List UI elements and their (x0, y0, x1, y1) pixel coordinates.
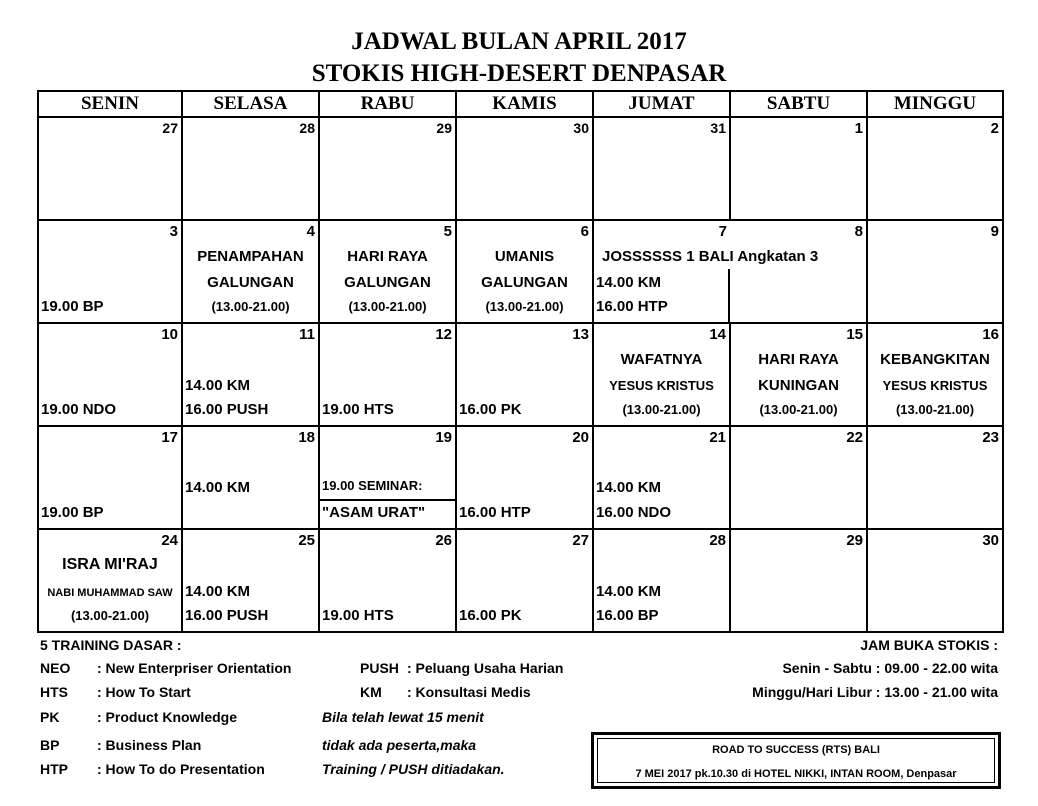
day-cell[interactable] (456, 426, 593, 529)
day-cell[interactable] (319, 220, 456, 323)
event-text: 16.00 PUSH (185, 401, 269, 418)
date-number: 31 (710, 120, 726, 136)
date-number: 3 (169, 223, 178, 240)
date-number: 27 (572, 532, 589, 549)
event-text: 19.00 SEMINAR: (322, 478, 423, 493)
day-cell[interactable] (182, 323, 319, 426)
event-text: (13.00-21.00) (895, 402, 975, 417)
legend-note: tidak ada peserta,maka (322, 737, 477, 753)
legend-abbr: HTP (40, 761, 68, 777)
legend-abbr: KM (360, 684, 382, 700)
date-number: 6 (580, 223, 589, 240)
cell-divider (320, 499, 455, 501)
date-number: 30 (573, 120, 589, 136)
event-text: HARI RAYA (347, 248, 428, 265)
legend-desc: : Business Plan (97, 737, 202, 753)
event-text: YESUS KRISTUS (882, 378, 988, 393)
event-text: 16.00 PK (459, 401, 522, 418)
date-number: 13 (572, 326, 589, 343)
event-text: 16.00 HTP (459, 504, 531, 521)
event-text: KUNINGAN (758, 377, 839, 394)
day-cell[interactable] (730, 323, 867, 426)
day-cell[interactable] (38, 117, 182, 220)
date-number: 30 (982, 532, 999, 549)
day-cell[interactable] (319, 323, 456, 426)
date-number: 1 (854, 120, 863, 137)
day-cell[interactable] (867, 529, 1003, 632)
event-text: 14.00 KM (185, 479, 251, 496)
event-text: JOSSSSSS 1 BALI Angkatan 3 (602, 248, 819, 265)
day-header-senin: SENIN (38, 91, 182, 117)
event-text: 14.00 KM (596, 479, 662, 496)
day-cell[interactable] (38, 323, 182, 426)
date-number: 19 (435, 429, 452, 446)
event-text: 19.00 HTS (322, 607, 394, 624)
event-text: GALUNGAN (481, 274, 568, 291)
day-cell[interactable] (593, 117, 730, 220)
day-cell[interactable] (593, 323, 730, 426)
date-number: 23 (982, 429, 999, 446)
date-number: 24 (161, 532, 178, 549)
legend-note: Bila telah lewat 15 menit (322, 709, 484, 725)
event-text: HARI RAYA (758, 351, 839, 368)
date-number: 18 (298, 429, 315, 446)
event-text: (13.00-21.00) (759, 402, 838, 417)
day-cell[interactable] (38, 220, 182, 323)
day-cell[interactable] (730, 529, 867, 632)
legend-desc: : How To Start (97, 684, 191, 700)
event-text: 16.00 HTP (596, 298, 668, 315)
day-header-kamis: KAMIS (456, 91, 593, 117)
day-cell[interactable] (182, 117, 319, 220)
date-number: 29 (846, 532, 863, 549)
week-row (38, 529, 1003, 632)
rts-details: 7 MEI 2017 pk.10.30 di HOTEL NIKKI, INTAN ROOM, Denpasar (635, 768, 957, 780)
event-text: (13.00-21.00) (348, 299, 427, 314)
date-number: 14 (709, 326, 726, 343)
date-number: 2 (990, 120, 999, 137)
legend-desc: : Peluang Usaha Harian (407, 660, 564, 676)
day-cell[interactable] (456, 323, 593, 426)
legend-abbr: HTS (40, 684, 68, 700)
event-text: UMANIS (494, 248, 555, 265)
event-text: "ASAM URAT" (322, 504, 426, 521)
event-text: 14.00 KM (185, 583, 251, 600)
event-text: 14.00 KM (596, 583, 662, 600)
event-text: GALUNGAN (344, 274, 431, 291)
event-text: 19.00 BP (41, 298, 104, 315)
day-cell[interactable] (456, 117, 593, 220)
day-cell[interactable] (456, 220, 593, 323)
date-number: 20 (572, 429, 589, 446)
day-cell[interactable] (319, 117, 456, 220)
day-cell[interactable] (867, 426, 1003, 529)
date-number: 11 (299, 326, 315, 343)
day-cell[interactable] (319, 529, 456, 632)
rts-inner-frame (597, 738, 995, 783)
day-cell[interactable] (730, 117, 867, 220)
day-cell[interactable] (867, 117, 1003, 220)
day-cell[interactable] (38, 529, 182, 632)
date-number: 5 (443, 223, 452, 240)
date-number: 12 (435, 326, 452, 343)
event-text: 16.00 NDO (596, 504, 672, 521)
rts-event-box (591, 732, 1001, 789)
day-cell[interactable] (182, 426, 319, 529)
event-text: 16.00 PUSH (185, 607, 269, 624)
day-cell[interactable] (593, 426, 730, 529)
date-number: 10 (161, 326, 178, 343)
hours-weekday: Senin - Sabtu : 09.00 - 22.00 wita (782, 660, 998, 676)
day-header-jumat: JUMAT (593, 91, 730, 117)
legend-desc: : How To do Presentation (97, 761, 265, 777)
day-cell[interactable] (867, 220, 1003, 323)
day-header-selasa: SELASA (182, 91, 319, 117)
calendar-title: JADWAL BULAN APRIL 2017 (351, 28, 687, 55)
date-number: 17 (161, 429, 178, 446)
week-row (38, 117, 1003, 220)
date-number: 28 (299, 120, 315, 136)
legend-heading: 5 TRAINING DASAR : (40, 637, 182, 653)
date-number: 16 (982, 326, 999, 343)
day-cell[interactable] (730, 220, 867, 323)
date-number: 26 (435, 532, 452, 549)
event-text: 16.00 PK (459, 607, 522, 624)
event-text: (13.00-21.00) (211, 299, 290, 314)
event-text: YESUS KRISTUS (609, 378, 714, 393)
date-number: 25 (298, 532, 315, 549)
calendar-grid (37, 90, 1004, 633)
event-text: 14.00 KM (185, 377, 251, 394)
event-text: 19.00 HTS (322, 401, 394, 418)
legend-abbr: PK (40, 709, 60, 725)
cell-divider (728, 269, 730, 322)
event-text: (13.00-21.00) (622, 402, 701, 417)
event-text: 16.00 BP (596, 607, 659, 624)
week-row (38, 426, 1003, 529)
date-number: 15 (846, 326, 863, 343)
legend-abbr: PUSH (360, 660, 399, 676)
date-number: 28 (709, 532, 726, 549)
date-number: 29 (436, 120, 452, 136)
rts-title: ROAD TO SUCCESS (RTS) BALI (712, 744, 880, 756)
legend-desc: : Product Knowledge (97, 709, 237, 725)
event-text: (13.00-21.00) (485, 299, 564, 314)
legend-abbr: NEO (40, 660, 71, 676)
day-cell[interactable] (730, 426, 867, 529)
event-text: KEBANGKITAN (880, 351, 990, 368)
hours-holiday: Minggu/Hari Libur : 13.00 - 21.00 wita (752, 684, 998, 700)
day-header-minggu: MINGGU (867, 91, 1003, 117)
date-number: 7 (718, 223, 727, 240)
legend-desc: : New Enterpriser Orientation (97, 660, 292, 676)
date-number: 8 (854, 223, 863, 240)
day-cell[interactable] (182, 220, 319, 323)
day-cell[interactable] (867, 323, 1003, 426)
event-text: WAFATNYA (620, 351, 703, 368)
date-number: 22 (846, 429, 863, 446)
week-row (38, 220, 1003, 323)
week-row (38, 323, 1003, 426)
day-header-rabu: RABU (319, 91, 456, 117)
event-text: 14.00 KM (596, 274, 662, 291)
hours-heading: JAM BUKA STOKIS : (860, 637, 998, 653)
day-cell[interactable] (456, 529, 593, 632)
day-cell[interactable] (182, 529, 319, 632)
event-text: ISRA MI'RAJ (62, 556, 158, 573)
date-number: 4 (306, 223, 315, 240)
event-text: 19.00 BP (41, 504, 104, 521)
legend-desc: : Konsultasi Medis (407, 684, 531, 700)
day-cell[interactable] (593, 529, 730, 632)
event-text: (13.00-21.00) (70, 608, 150, 623)
event-text: NABI MUHAMMAD SAW (47, 587, 173, 599)
date-number: 21 (709, 429, 726, 446)
event-text: 19.00 NDO (41, 401, 117, 418)
weekday-header-row (38, 91, 1003, 117)
date-number: 9 (990, 223, 999, 240)
event-text: GALUNGAN (207, 274, 294, 291)
calendar-subtitle: STOKIS HIGH-DESERT DENPASAR (311, 60, 727, 87)
day-cell[interactable] (319, 426, 456, 529)
legend-note: Training / PUSH ditiadakan. (322, 761, 505, 777)
day-cell[interactable] (593, 220, 819, 323)
date-number: 27 (162, 120, 178, 136)
legend-abbr: BP (40, 737, 60, 753)
day-header-sabtu: SABTU (730, 91, 867, 117)
day-cell[interactable] (38, 426, 182, 529)
event-text: PENAMPAHAN (197, 248, 304, 265)
